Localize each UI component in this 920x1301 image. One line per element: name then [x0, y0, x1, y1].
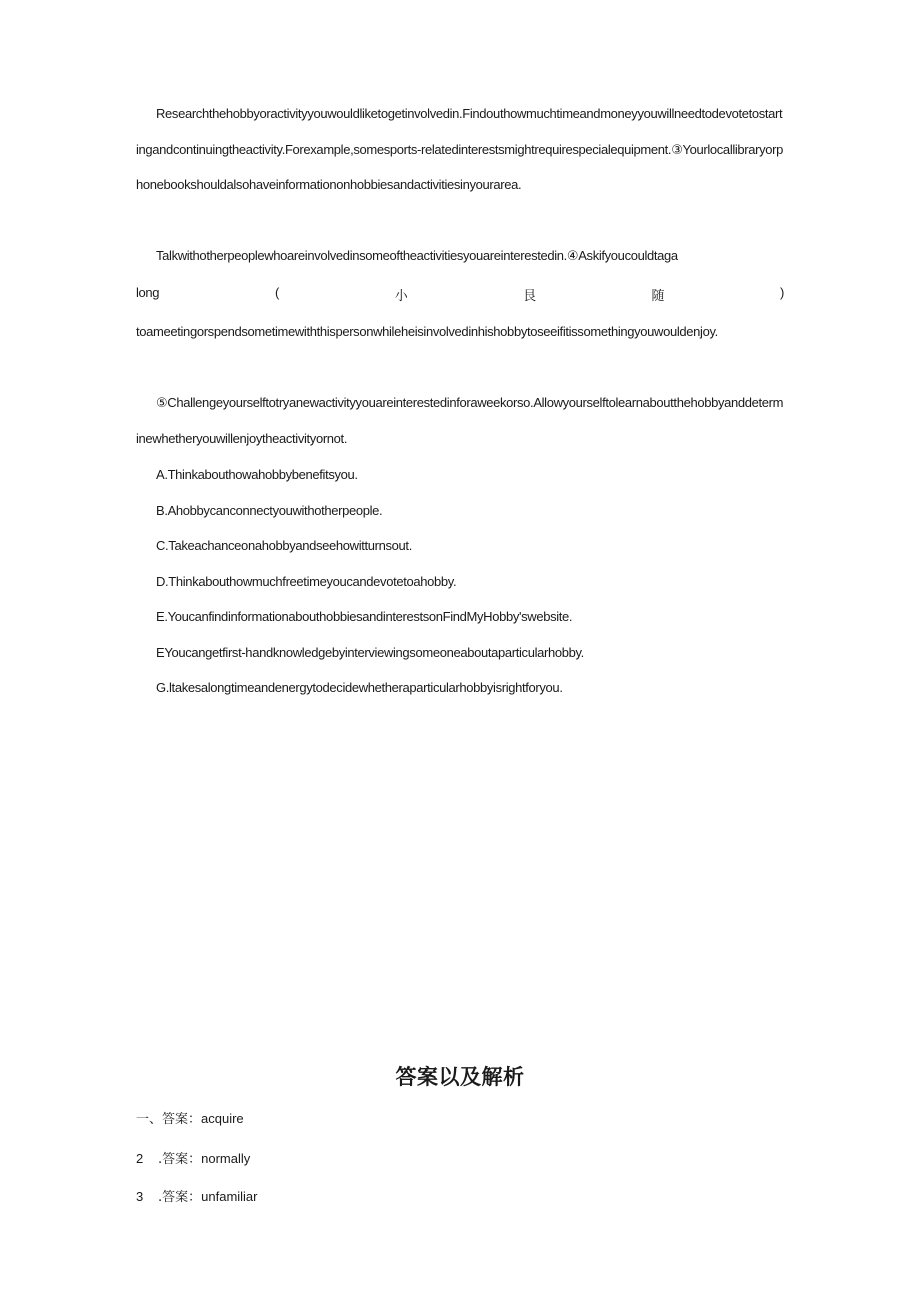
option-e: E.YoucanfindinformationabouthobbiesandinterestsonFindMyHobby'swebsite.	[156, 609, 573, 624]
option-c: C.Takeachanceonahobbyandseehowitturnsout.	[156, 538, 412, 553]
answer-item-3: 3 .答案：unfamiliar	[136, 1189, 258, 1205]
option-f: EYoucangetfirst-handknowledgebyinterviewingsomeoneaboutaparticularhobby.	[156, 645, 584, 660]
paragraph-talk-line2: long ( 小 艮 随 )	[136, 285, 784, 304]
option-g: G.ltakesalongtimeandenergytodecidewhetheraparticularhobbyisrightforyou.	[156, 680, 563, 695]
paragraph-challenge: ⑤Challengeyourselftotryanewactivityyouareinterestedinforaweekorso.Allowyourselftolearnaboutthehobbyanddeterminewhetheryouwillenjoytheactivityornot.	[136, 395, 784, 446]
paragraph-talk-rest: toameetingorspendsometimewiththispersonwhileheisinvolvedinhishobbytoseeifitissomethingyouwouldenjoy.	[136, 324, 718, 339]
paragraph-talk-line1: Talkwithotherpeoplewhoareinvolvedinsomeoftheactivitiesyouareinterestedin.④Askifyoucouldtaga	[156, 248, 678, 263]
option-a: A.Thinkabouthowahobbybenefitsyou.	[156, 467, 358, 482]
answers-title: 答案以及解析	[395, 1066, 525, 1089]
paragraph-research: Researchthehobbyoractivityyouwouldliketogetinvolvedin.Findouthowmuchtimeandmoneyyouwillneedtodevotetostartingandcontinuingtheactivity.Forexample,somesports-relatedinterestsmightrequirespecialequipment.③Yourlocallibraryorphonebookshouldalsohaveinformationonhobbiesandactivitiesinyourarea.	[136, 106, 784, 193]
answer-item-1: 一、答案：acquire	[136, 1111, 244, 1127]
option-d: D.Thinkabouthowmuchfreetimeyoucandevotetoahobby.	[156, 574, 457, 589]
option-b: B.Ahobbycanconnectyouwithotherpeople.	[156, 503, 383, 518]
answer-item-2: 2 .答案：normally	[136, 1151, 251, 1167]
